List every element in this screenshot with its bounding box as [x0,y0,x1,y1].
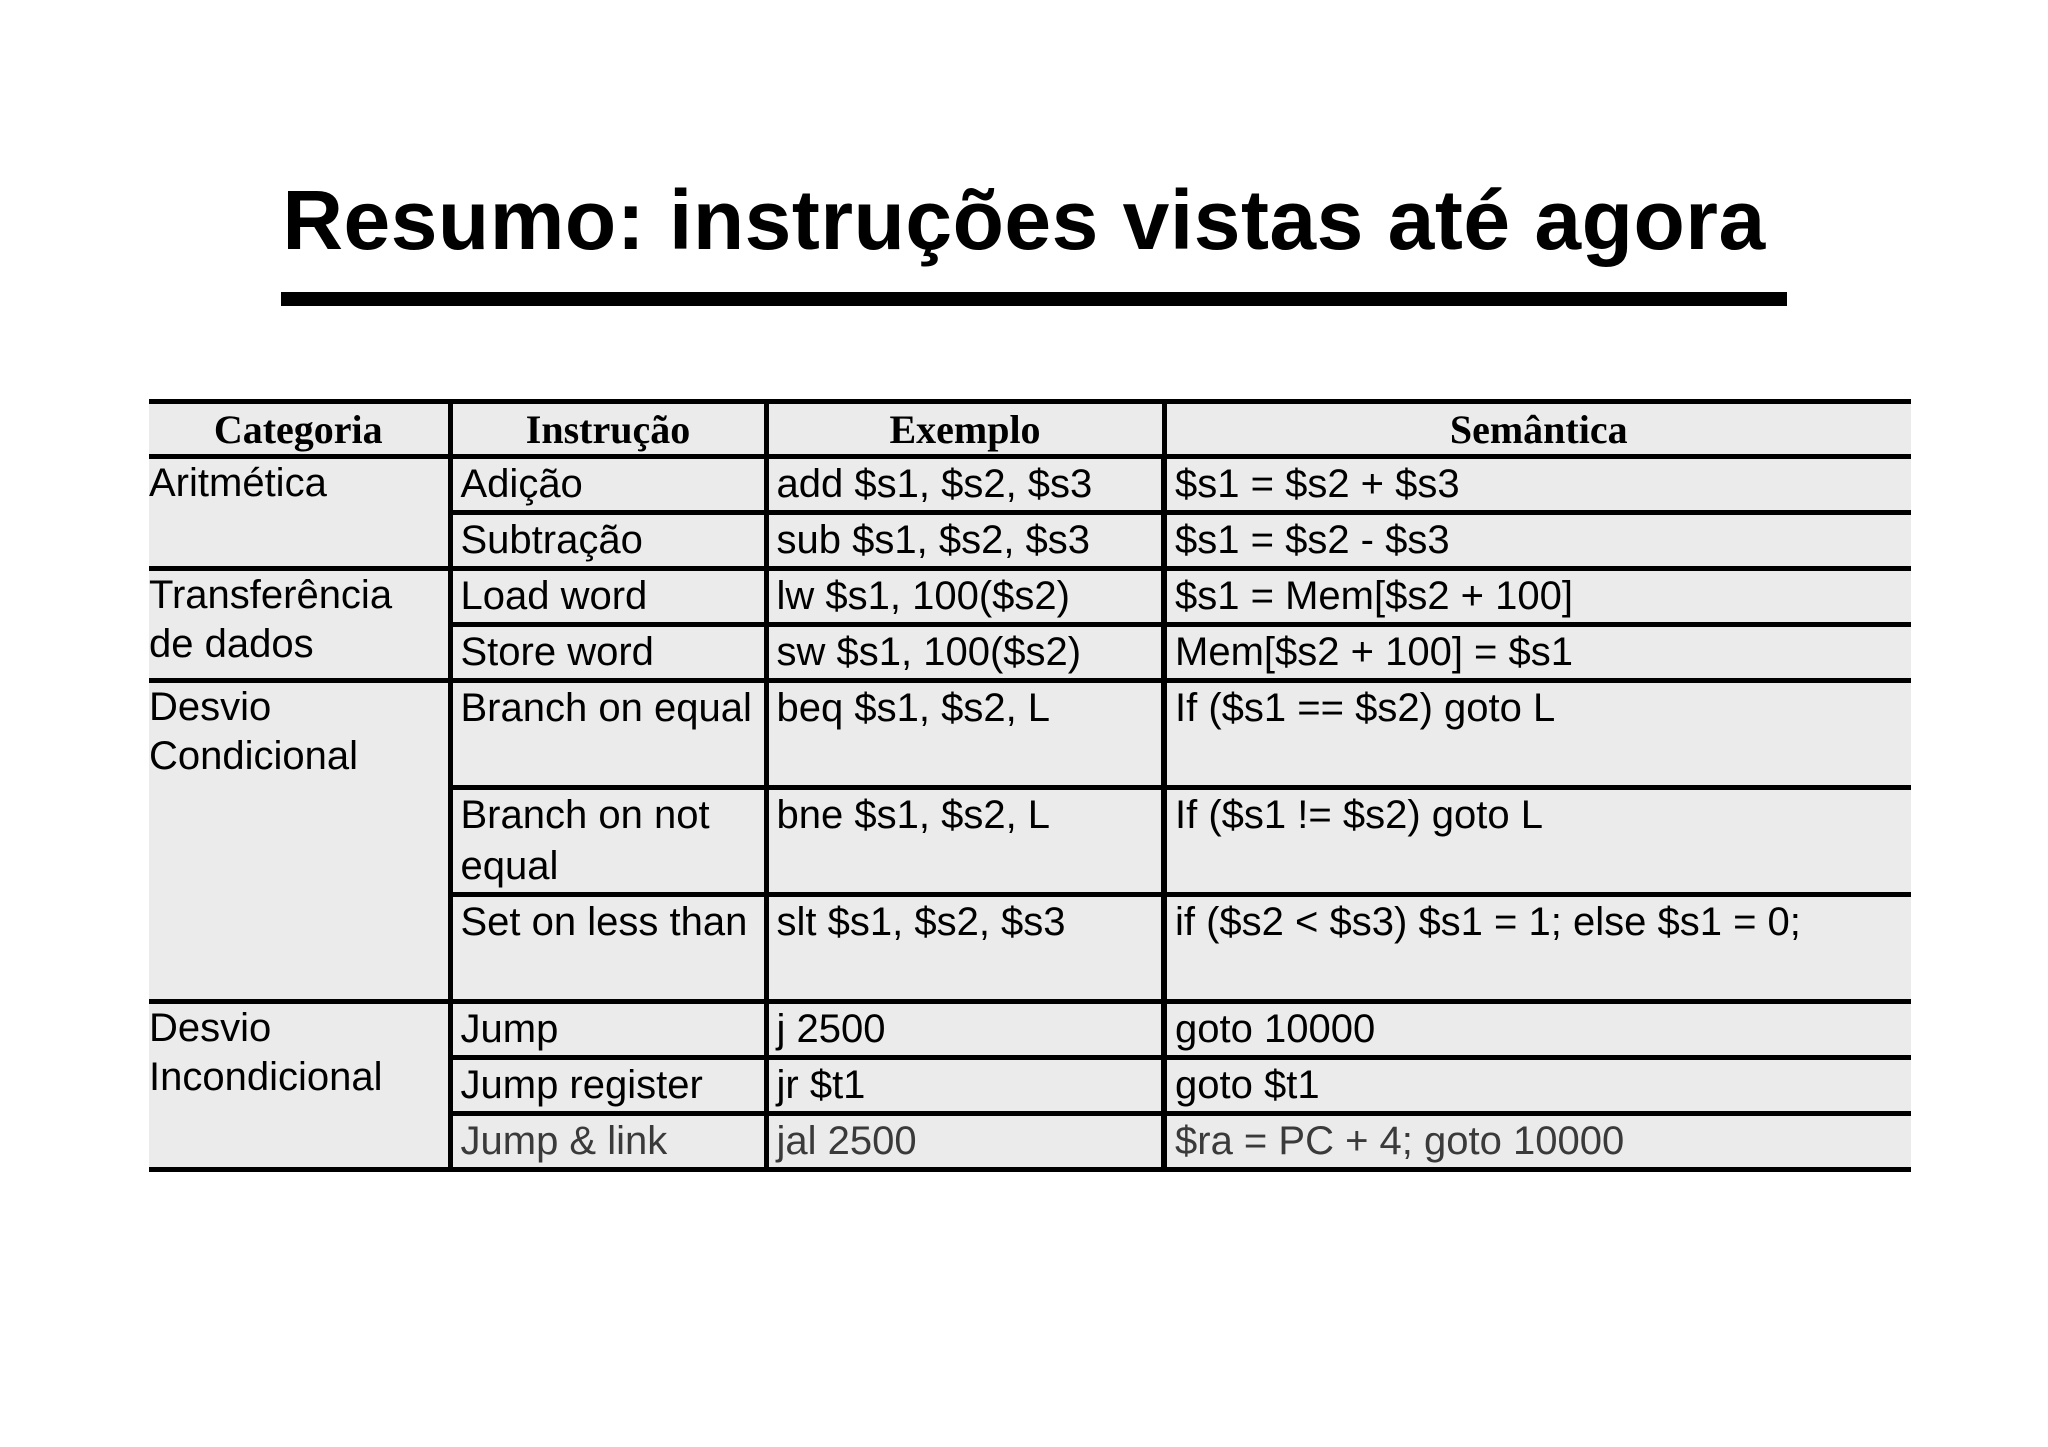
instruction-cell: Store word [450,625,766,681]
example-cell: sw $s1, 100($s2) [766,625,1164,681]
example-cell: bne $s1, $s2, L [766,788,1164,895]
category-cell: Aritmética [149,457,450,569]
header-semantics: Semântica [1164,402,1911,457]
example-cell: lw $s1, 100($s2) [766,569,1164,625]
semantics-cell: $ra = PC + 4; goto 10000 [1164,1114,1911,1170]
title-underline [281,292,1787,306]
example-cell: beq $s1, $s2, L [766,681,1164,788]
table-header-row [149,402,1911,457]
category-cell: Desvio Condicional [149,681,450,1002]
instruction-cell: Jump register [450,1058,766,1114]
page-title: Resumo: instruções vistas até agora [282,173,1766,267]
instruction-cell: Load word [450,569,766,625]
instruction-cell: Branch on equal [450,681,766,788]
semantics-cell: $s1 = $s2 - $s3 [1164,513,1911,569]
table-row [149,1002,1911,1058]
table-row [149,681,1911,788]
semantics-cell: goto 10000 [1164,1002,1911,1058]
semantics-cell: If ($s1 != $s2) goto L [1164,788,1911,895]
instruction-cell: Jump [450,1002,766,1058]
semantics-cell: Mem[$s2 + 100] = $s1 [1164,625,1911,681]
instruction-cell: Adição [450,457,766,513]
instructions-table [149,399,1911,1172]
instruction-cell: Subtração [450,513,766,569]
semantics-cell: $s1 = $s2 + $s3 [1164,457,1911,513]
category-cell: Desvio Incondicional [149,1002,450,1170]
category-cell: Transferência de dados [149,569,450,681]
instruction-cell: Set on less than [450,895,766,1002]
semantics-cell: $s1 = Mem[$s2 + 100] [1164,569,1911,625]
example-cell: jr $t1 [766,1058,1164,1114]
instruction-cell: Jump & link [450,1114,766,1170]
example-cell: jal 2500 [766,1114,1164,1170]
semantics-cell: if ($s2 < $s3) $s1 = 1; else $s1 = 0; [1164,895,1911,1002]
example-cell: sub $s1, $s2, $s3 [766,513,1164,569]
header-example: Exemplo [766,402,1164,457]
example-cell: add $s1, $s2, $s3 [766,457,1164,513]
example-cell: j 2500 [766,1002,1164,1058]
example-cell: slt $s1, $s2, $s3 [766,895,1164,1002]
semantics-cell: If ($s1 == $s2) goto L [1164,681,1911,788]
table-row [149,457,1911,513]
table-row [149,569,1911,625]
header-category: Categoria [149,402,450,457]
instruction-cell: Branch on not equal [450,788,766,895]
semantics-cell: goto $t1 [1164,1058,1911,1114]
header-instruction: Instrução [450,402,766,457]
